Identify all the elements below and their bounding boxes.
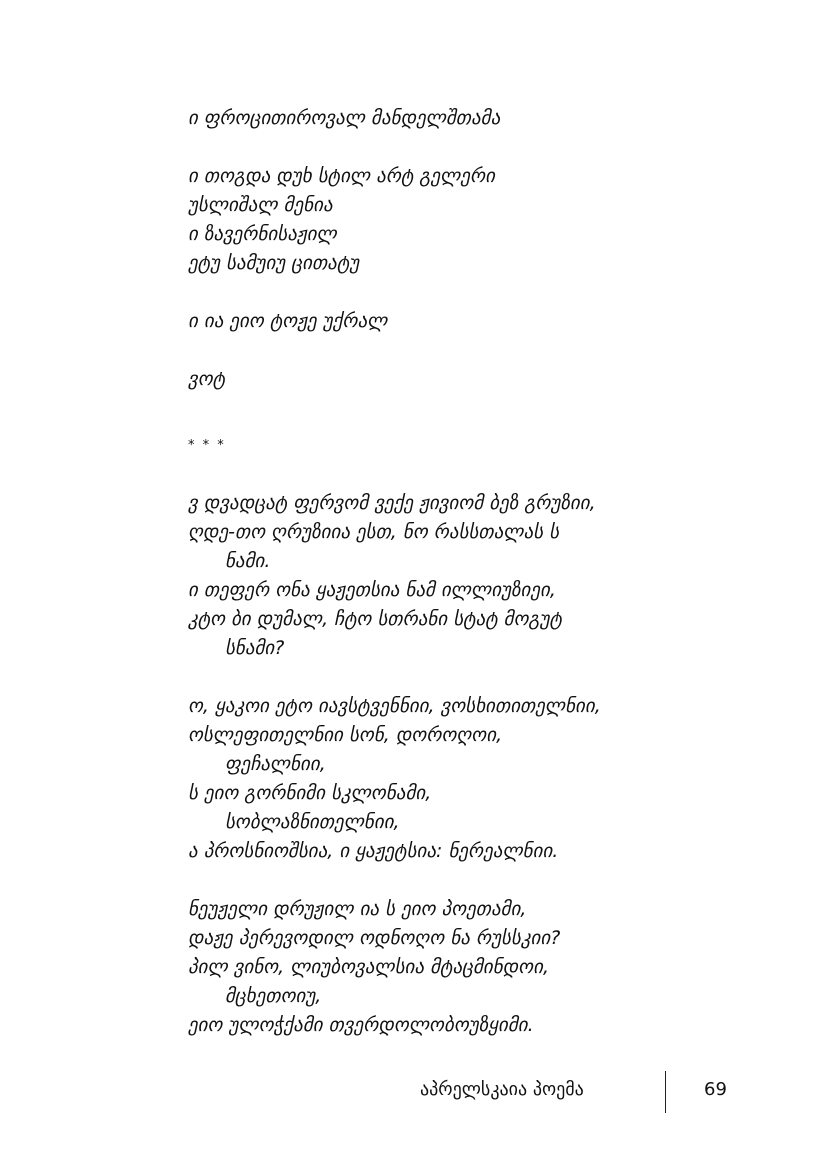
stanza-gap — [188, 133, 748, 162]
footer-divider — [665, 1071, 666, 1113]
poem-line: ი ფროცითიროვალ მანდელშთამა — [188, 107, 501, 129]
poem-line: მცხეთოიუ, — [225, 985, 322, 1007]
stanza — [188, 489, 748, 663]
poem-line: ი ზავერნისაჟილ — [188, 223, 337, 245]
stanza — [188, 431, 748, 460]
poem-line: ო, ყაკოი ეტო იავსტვენნიი, ვოსხითითელნიი, — [188, 695, 601, 717]
poem-line: ა პროსნიოშსია, ი ყაჟეტსია: ნერეალნიი. — [188, 840, 559, 862]
poem-line: უსლიშალ მენია — [188, 194, 333, 216]
stanza-gap — [188, 866, 748, 895]
section-separator: * * * — [188, 438, 226, 453]
stanza — [188, 104, 748, 133]
poem-line: სობლაზნითელნიი, — [225, 811, 400, 833]
stanza — [188, 895, 748, 1040]
poem-body — [188, 104, 748, 1040]
stanza — [188, 692, 748, 866]
poem-line: ი თეფერ ონა ყაჟეთსია ნამ ილლიუზიეი, — [188, 579, 556, 601]
stanza — [188, 365, 748, 394]
poem-line: ვოტ — [188, 368, 226, 390]
poem-line: ეიო ულოჭქამი თვერდოლობოუზყიმი. — [188, 1014, 534, 1036]
poem-line: ფეჩალნიი, — [225, 753, 326, 775]
stanza — [188, 162, 748, 278]
running-title: აპრელსკაია პოემა — [420, 1079, 584, 1100]
stanza-gap — [188, 336, 748, 365]
poem-line: სნამი? — [225, 637, 285, 659]
page-number: 69 — [704, 1079, 727, 1100]
poem-line: ს ეიო გორნიმი სკლონამი, — [188, 782, 432, 804]
poem-line: ი ია ეიო ტოჟე უქრალ — [188, 310, 388, 332]
poem-line: ღდე-თო ღრუზიია ესთ, ნო რასსთალას ს — [188, 521, 560, 543]
stanza — [188, 307, 748, 336]
poem-line: ვ დვადცატ ფერვომ ვექე ჟივიომ ბეზ გრუზიი, — [188, 492, 596, 514]
stanza-gap — [188, 663, 748, 692]
poem-line: ოსლეფითელნიი სონ, დოროღოი, — [188, 724, 503, 746]
poem-line: დაჟე პერევოდილ ოდნოღო ნა რუსსკიი? — [188, 927, 561, 949]
poem-line: ეტუ სამუიუ ცითატუ — [188, 252, 360, 274]
poem-line: ნამი. — [225, 550, 271, 572]
poem-line: ნეუჟელი დრუჟილ ია ს ეიო პოეთამი, — [188, 898, 527, 920]
poem-line: ი თოგდა დუხ სტილ არტ გელერი — [188, 165, 495, 187]
poem-line: კტო ბი დუმალ, ჩტო სთრანი სტატ მოგუტ — [188, 608, 562, 630]
stanza-gap — [188, 394, 748, 423]
stanza-gap — [188, 278, 748, 307]
stanza-gap — [188, 460, 748, 489]
poem-line: პილ ვინო, ლიუბოვალსია მტაცმინდოი, — [188, 956, 549, 978]
